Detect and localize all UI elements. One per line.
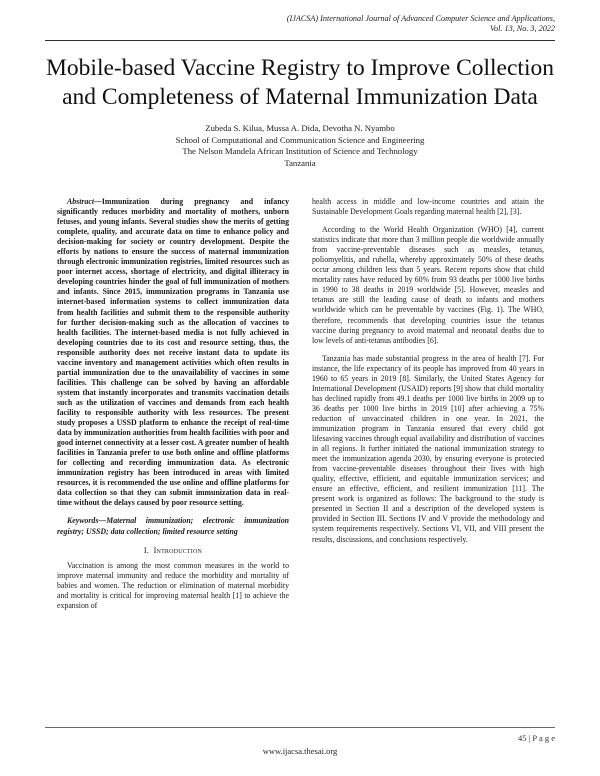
tanzania-paragraph: Tanzania has made substantial progress in the area of health [7]. For instance, the life expectancy of its people has improved from 40 years in 1960 to 65 years in 2019 [8]. Similarly, the United States Agency for International Development (USAID) reports [9] show that child mortality has declined rapidly from 49.1 deaths per 1000 live births in 2009 up to 36 deaths per 1000 live births in 2019 [10] after achieving a 75% reduction of unvaccinated children in one year. In 2021, the immunization program in Tanzania ensured that every child got lifesaving vaccines through equal availability and distribution of vaccines in all regions. It further initiated the national immunization strategy to meet the immunization agenda 2030, by ensuring everyone is protected from vaccine-preventable diseases throughout their lives with high quality, effective, efficient, and equitable immunization services; and ensure an effective, efficient, and resilient immunization [11]. The present work is organized as follows: The background to the study is presented in Section II and a description of the developed system is provided in Section III. Sections IV and V provide the methodology and system requirements respectively. Sections VI, VII, and VIII present the results, discussions, and conclusions respectively.	[312, 353, 544, 544]
journal-volume: Vol. 13, No. 3, 2022	[489, 24, 555, 33]
right-column	[312, 197, 544, 553]
section-numeral: I.	[143, 545, 150, 555]
keywords: Keywords—Maternal immunization; electronic immunization registry; USSD; data collection; limited resource setting	[57, 516, 289, 536]
abstract	[57, 197, 289, 508]
authors: Zubeda S. Kilua, Mussa A. Dida, Devotha N. Nyambo	[205, 123, 395, 133]
footer-divider	[45, 727, 555, 728]
affiliation-school: School of Computational and Communication Science and Engineering	[175, 134, 425, 145]
journal-name: (IJACSA) International Journal of Advanced Computer Science and Applications,	[286, 14, 555, 23]
abstract-label: Abstract—	[67, 197, 102, 206]
header-divider	[45, 40, 555, 41]
affiliation-institution: The Nelson Mandela African Institution of Science and Technology	[182, 146, 418, 156]
abstract-text: Immunization during pregnancy and infancy significantly reduces morbidity and mortality of mothers, unborn fetuses, and young infants. Several studies show the merits of getting complete, quality, and accurate data on time to enhance policy and decision-making for society or country development. Despite the efforts by nations to ensure the success of maternal immunization through electronic immunization registries, limited resources such as poor internet access, shortage of electricity, and digital illiteracy in developing countries hinder the goal of full immunization of mothers and infants. Since 2015, immunization programs in Tanzania use internet-based information systems to collect immunization data from health facilities and submit them to the responsible authority for further decision-making such as the allocation of vaccines to health facilities. The internet-based media is not fully achieved in developing countries due to its cost and resource setting, thus, the responsible authority does not receive instant data to update its vaccine inventory and management activities which often results in partial immunization due to the unavailability of vaccines in some facilities. This challenge can be solved by having an affordable system that instantly incorporates and transmits vaccination details such as the utilization of vaccines and demands from each health facility to responsible authority with less resources. The present study proposes a USSD platform to enhance the receipt of real-time data by immunization authorities from health facilities with poor and good internet connectivity at a lesser cost. A greater number of health facilities in Tanzania prefer to use both online and offline platforms for collecting and recording immunization data. As electronic immunization registry has been introduced in areas with limited resources, it is recommended the use online and offline platforms for data collection so that they can submit immunization data in real-time without the delays caused by poor resource setting.	[57, 197, 289, 508]
section-title: Introduction	[153, 545, 203, 555]
section-heading-introduction	[57, 546, 289, 556]
paper-title: Mobile-based Vaccine Registry to Improve Collection and Completeness of Maternal Immunization Data	[46, 55, 554, 110]
page-number: 45 | P a g e	[517, 733, 555, 743]
intro-paragraph: Vaccination is among the most common measures in the world to improve maternal immunity and reduce the morbidity and mortality of babies and women. The reduction or elimination of maternal morbidity and mortality is critical for improving maternal health [1] to achieve the expansion of	[57, 560, 289, 610]
affiliation-country: Tanzania	[284, 157, 316, 168]
journal-header	[287, 14, 555, 34]
left-column	[57, 197, 289, 619]
journal-url: www.ijacsa.thesai.org	[262, 746, 338, 756]
author-block	[60, 123, 540, 169]
who-paragraph: According to the World Health Organization (WHO) [4], current statistics indicate that more than 3 million people die worldwide annually from vaccine-preventable diseases such as measles, tetanus, poliomyelitis, and rubella, whereby approximately 50% of these deaths occur among children less than 5 years. Recent reports show that child mortality rates have reduced by 60% from 93 deaths per 1000 live births in 1990 to 38 deaths in 2019 worldwide [5]. However, measles and tetanus are still the leading cause of death to infants and mothers worldwide which can be preventable by vaccines (Fig. 1). The WHO, therefore, recommends that developing countries issue the tetanus vaccine during pregnancy to avoid maternal and neonatal deaths due to low levels of anti-tetanus antibodies [6].	[312, 225, 544, 345]
intro-paragraph-continued: health access in middle and low-income countries and attain the Sustainable Development Goals regarding maternal health [2], [3].	[312, 197, 544, 217]
